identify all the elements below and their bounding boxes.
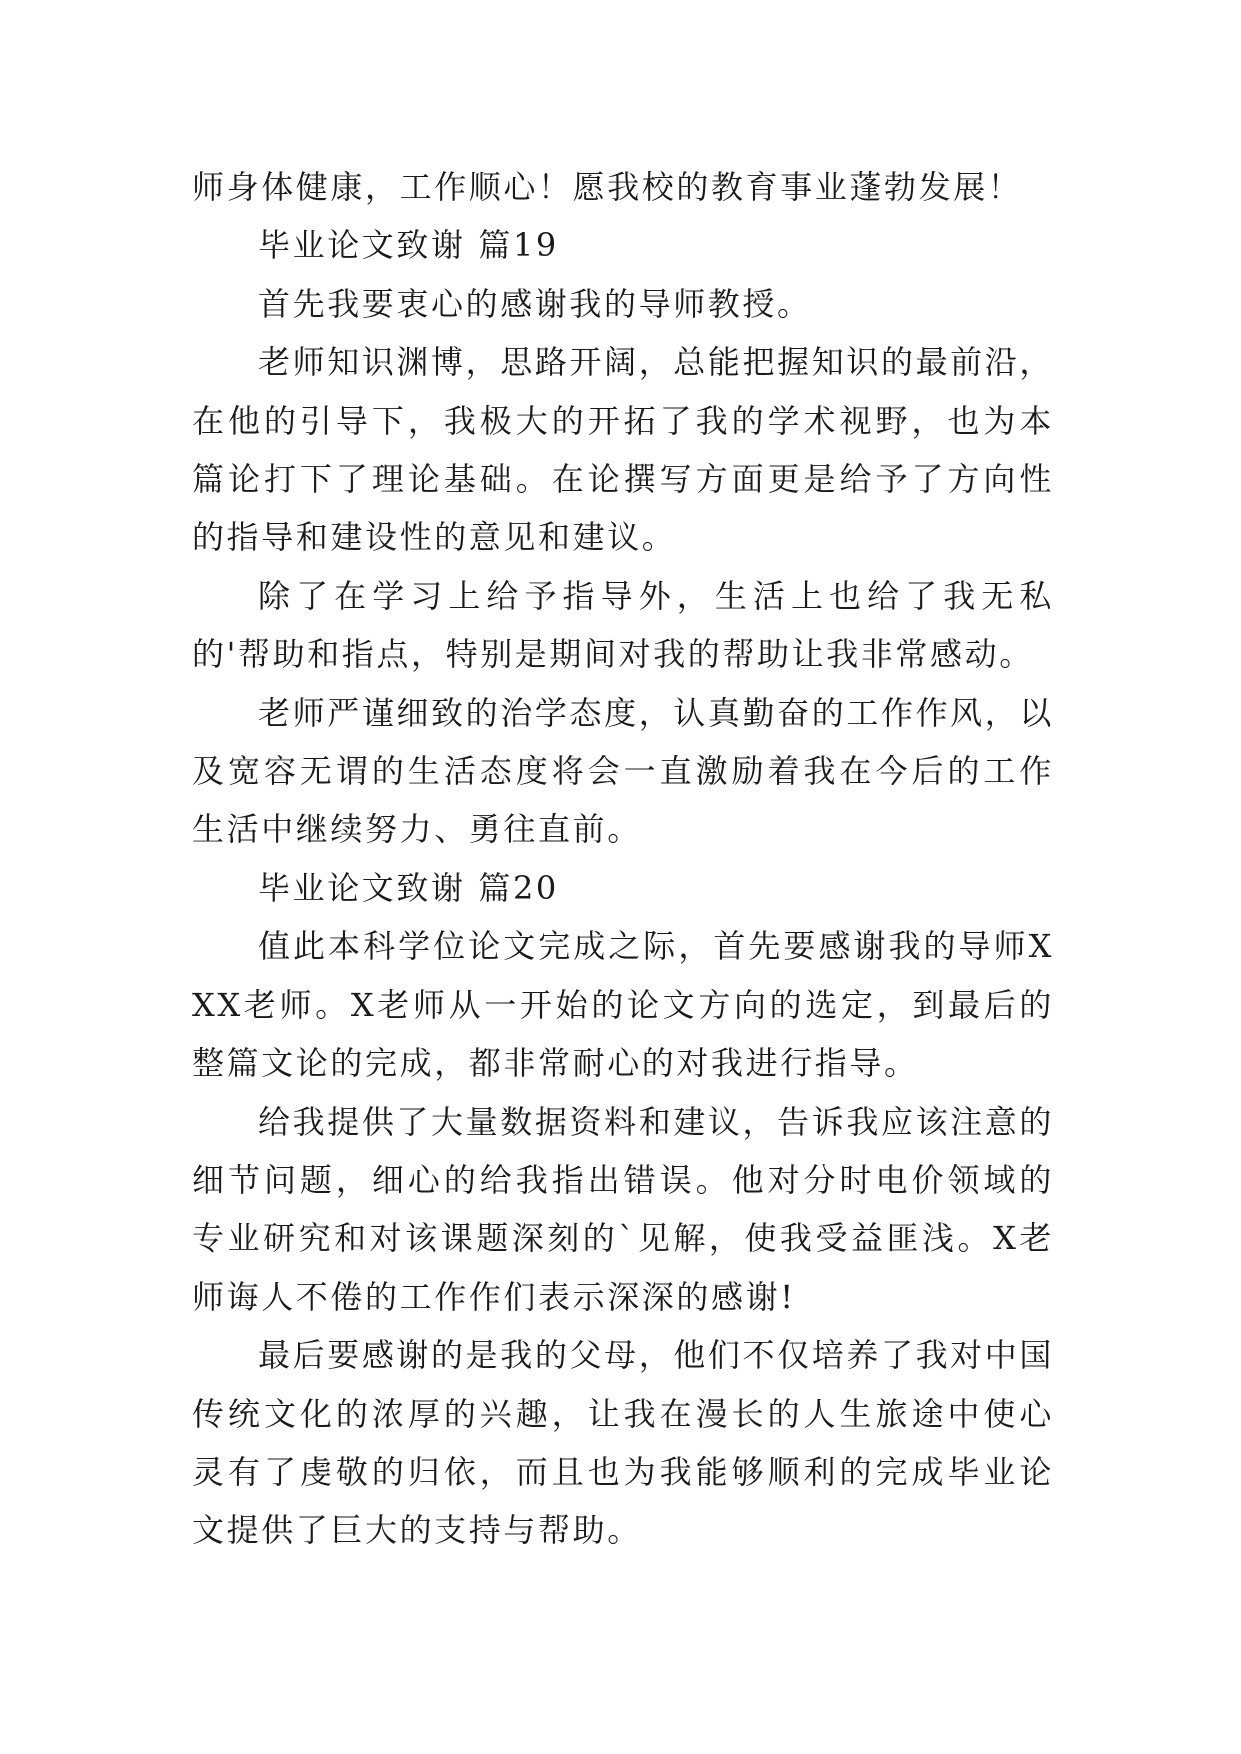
paragraph: 除了在学习上给予指导外，生活上也给了我无私的'帮助和指点，特别是期间对我的帮助让我非常感动。 [192,576,1054,674]
paragraph: 最后要感谢的是我的父母，他们不仅培养了我对中国传统文化的浓厚的兴趣，让我在漫长的人生旅途中使心灵有了虔敬的归依，而且也为我能够顺利的完成毕业论文提供了巨大的支持与帮助。 [192,1336,1054,1550]
section-heading-19: 毕业论文致谢 篇19 [258,226,559,265]
paragraph: 首先我要衷心的感谢我的导师教授。 [258,284,812,323]
section-heading-20: 毕业论文致谢 篇20 [258,868,559,907]
paragraph: 值此本科学位论文完成之际，首先要感谢我的导师XXX老师。X老师从一开始的论文方向的选定，到最后的整篇文论的完成，都非常耐心的对我进行指导。 [192,927,1054,1083]
paragraph-closing-line: 师身体健康，工作顺心！愿我校的教育事业蓬勃发展！ [192,168,1023,206]
paragraph: 老师严谨细致的治学态度，认真勤奋的工作作风，以及宽容无谓的生活态度将会一直激励着我在今后的工作生活中继续努力、勇往直前。 [192,693,1054,849]
paragraph: 给我提供了大量数据资料和建议，告诉我应该注意的细节问题，细心的给我指出错误。他对分时电价领域的专业研究和对该课题深刻的`见解，使我受益匪浅。X老师诲人不倦的工作作们表示深深的感谢! [192,1102,1054,1316]
document-body [192,158,1054,1560]
paragraph: 老师知识渊博，思路开阔，总能把握知识的最前沿，在他的引导下，我极大的开拓了我的学术视野，也为本篇论打下了理论基础。在论撰写方面更是给予了方向性的指导和建设性的意见和建议。 [192,343,1054,557]
